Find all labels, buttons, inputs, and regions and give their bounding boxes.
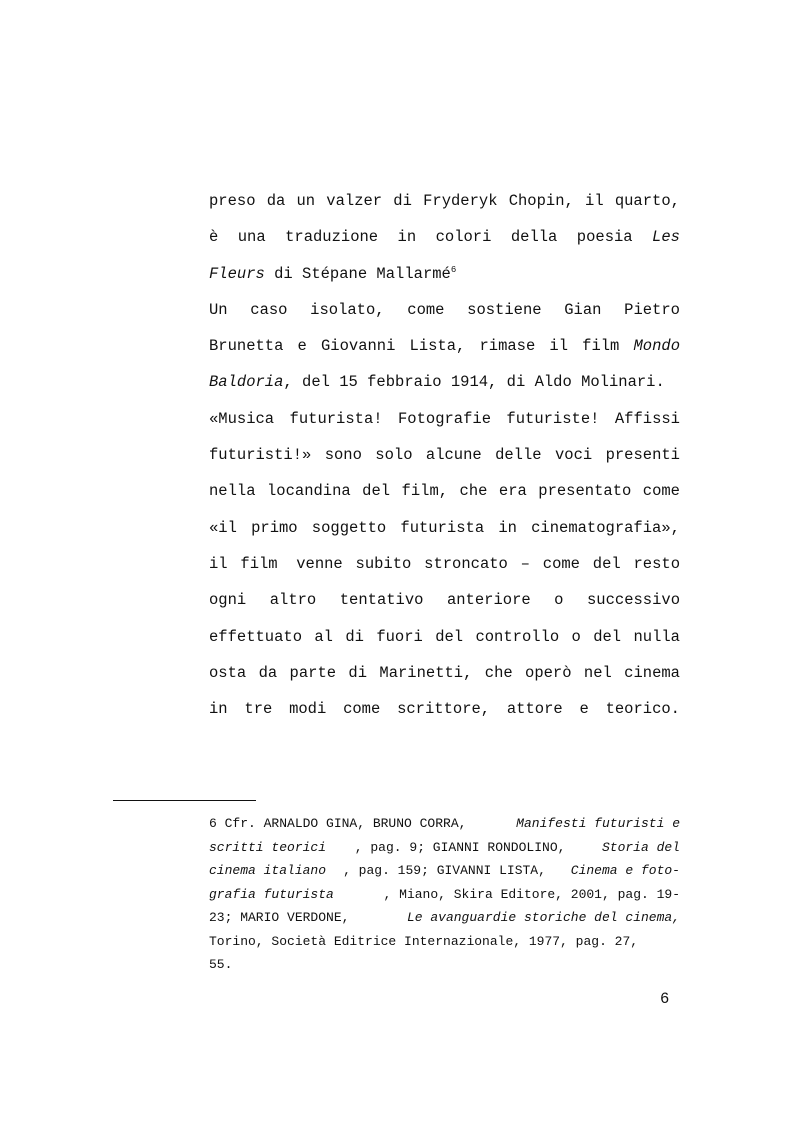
text-line-3 [209, 256, 680, 292]
text-span: Torino, Società Editrice Internazionale, 1977, pag. 27, [209, 933, 639, 949]
word: di [348, 663, 368, 682]
word: Fryderyk [423, 192, 498, 210]
word: Un [209, 300, 228, 319]
text-line-2 [209, 219, 680, 255]
word: soggetto [311, 518, 387, 537]
word: futuriste! [506, 409, 600, 428]
word: film, [401, 482, 449, 501]
text-line-15 [209, 691, 680, 727]
word: altro [269, 591, 317, 610]
italic-title: Mondo [633, 337, 680, 356]
word: valzer [326, 192, 383, 210]
word: come [642, 482, 680, 501]
word: futurista! [289, 409, 383, 428]
word: resto [633, 554, 680, 573]
footnote [209, 812, 680, 977]
word: «il [209, 518, 237, 537]
word: che [459, 482, 488, 501]
text-line-10 [209, 510, 680, 546]
word: Marinetti, [379, 663, 473, 682]
word: primo [251, 518, 298, 537]
italic-title: Storia del [601, 839, 680, 855]
word: di [393, 192, 412, 210]
word: film venne [240, 554, 343, 573]
word: voci [554, 446, 593, 465]
word: Lista, [409, 337, 466, 356]
text-span: 6 Cfr. ARNALDO GINA, BRUNO CORRA, [209, 816, 475, 831]
word: caso [250, 300, 288, 319]
word: operò [525, 663, 572, 682]
word: parte [289, 663, 337, 682]
word: attore [506, 700, 563, 719]
word: stroncato [424, 554, 508, 573]
word: del [593, 627, 622, 646]
text-span: , Miano, Skira Editore, 2001, pag. 19- [383, 886, 680, 902]
footnote-line-5 [209, 906, 680, 930]
italic-title: grafia futurista [209, 886, 334, 902]
word: preso [209, 192, 256, 210]
word: in [397, 228, 417, 247]
word: sono [324, 446, 362, 465]
word: subito [355, 554, 412, 573]
text-span: 55. [209, 957, 233, 972]
word: e [297, 337, 307, 356]
italic-title: Fleurs [209, 264, 265, 283]
word: da [258, 663, 278, 682]
italic-title: Les [652, 228, 680, 247]
word: fuori [376, 627, 423, 646]
word: presentato [538, 482, 632, 501]
word: modi [289, 700, 327, 719]
word: della [510, 228, 558, 247]
footnote-separator [113, 800, 256, 801]
word: «Musica [209, 409, 275, 428]
text-line-14 [209, 655, 680, 691]
word: del [592, 554, 621, 573]
footnote-line-4 [209, 883, 680, 907]
text-line-5 [209, 328, 680, 364]
word: il [209, 554, 228, 573]
word: una [237, 228, 266, 247]
word: del [435, 627, 464, 646]
word: solo [375, 446, 413, 465]
word: il [585, 192, 604, 210]
text-line-4 [209, 292, 680, 328]
text-line-8 [209, 437, 680, 473]
footnote-line-1 [209, 812, 680, 836]
word: il [549, 337, 569, 356]
text-span: di Stépane Mallarmé [264, 264, 451, 283]
word: è [209, 228, 219, 247]
footnote-reference[interactable]: 6 [450, 264, 457, 275]
word: rimase [479, 337, 536, 356]
word: che [484, 663, 513, 682]
word: Gian [564, 300, 602, 319]
word: Brunetta [209, 337, 284, 356]
word: cinema [624, 663, 680, 682]
word: film [582, 337, 620, 356]
word: ogni [209, 591, 247, 610]
word: quarto, [614, 192, 680, 210]
text-line-11 [209, 546, 680, 582]
footnote-line-7 [209, 953, 680, 977]
text-line-13 [209, 619, 680, 655]
main-text [209, 183, 680, 727]
italic-title: Baldoria [209, 373, 284, 392]
italic-title: Manifesti futuristi e [516, 816, 680, 831]
word: in [498, 518, 517, 537]
word: o [554, 591, 564, 610]
word: Fotografie [397, 409, 491, 428]
word: alcune [425, 446, 482, 465]
word: nel [583, 663, 612, 682]
word: osta [209, 663, 247, 682]
text-line-7 [209, 401, 680, 437]
word: di [345, 627, 364, 646]
word: tentativo [339, 591, 424, 610]
word: Chopin, [508, 192, 574, 210]
word: poesia [576, 228, 633, 247]
text-line-9 [209, 473, 680, 509]
text-line-1 [209, 183, 680, 219]
word: come [343, 700, 381, 719]
text-line-6 [209, 364, 680, 400]
word: da [266, 192, 286, 210]
word: presenti [605, 446, 680, 465]
word: Giovanni [320, 337, 396, 356]
word: del [362, 482, 391, 501]
word: come [407, 300, 445, 319]
italic-title: cinema italiano [209, 863, 327, 878]
word: in [209, 700, 228, 719]
word: nulla [633, 627, 680, 646]
word: delle [495, 446, 542, 465]
word: cinematografia», [531, 518, 680, 537]
word: un [296, 192, 316, 210]
footnote-line-6 [209, 930, 680, 954]
word: locandina [266, 482, 351, 501]
word: sostiene [467, 300, 542, 319]
italic-title: Cinema e foto- [570, 863, 680, 878]
word: colori [435, 228, 492, 247]
text-span: , del 15 febbraio 1914, di Aldo Molinari. [283, 373, 665, 392]
word: anteriore [446, 591, 531, 610]
word: futurista [400, 518, 485, 537]
word: controllo [475, 627, 560, 646]
footnote-line-2 [209, 836, 680, 860]
word: scrittore, [397, 700, 491, 719]
word: teorico. [605, 700, 680, 719]
word: al [314, 627, 333, 646]
text-span: 23; MARIO VERDONE, [209, 910, 358, 925]
word: o [571, 627, 581, 646]
text-span: , pag. 159; GIVANNI LISTA, [343, 863, 554, 878]
word: tre [244, 700, 273, 719]
word: successivo [586, 591, 680, 610]
page-number: 6 [660, 990, 670, 1008]
italic-title: Le avanguardie storiche del cinema, [406, 910, 680, 925]
word: traduzione [285, 228, 379, 247]
word: Affissi [614, 409, 680, 428]
word: era [498, 482, 527, 501]
word: e [579, 700, 589, 719]
word: futuristi!» [209, 446, 312, 465]
footnote-line-3 [209, 859, 680, 883]
word: effettuato [209, 627, 303, 646]
word: – [520, 554, 530, 573]
word: come [542, 554, 580, 573]
word: Pietro [624, 300, 680, 319]
word: isolato, [310, 300, 385, 319]
text-line-12 [209, 582, 680, 618]
word: nella [209, 482, 256, 501]
italic-title: scritti teorici [209, 839, 327, 855]
text-span: , pag. 9; GIANNI RONDOLINO, [354, 839, 574, 855]
